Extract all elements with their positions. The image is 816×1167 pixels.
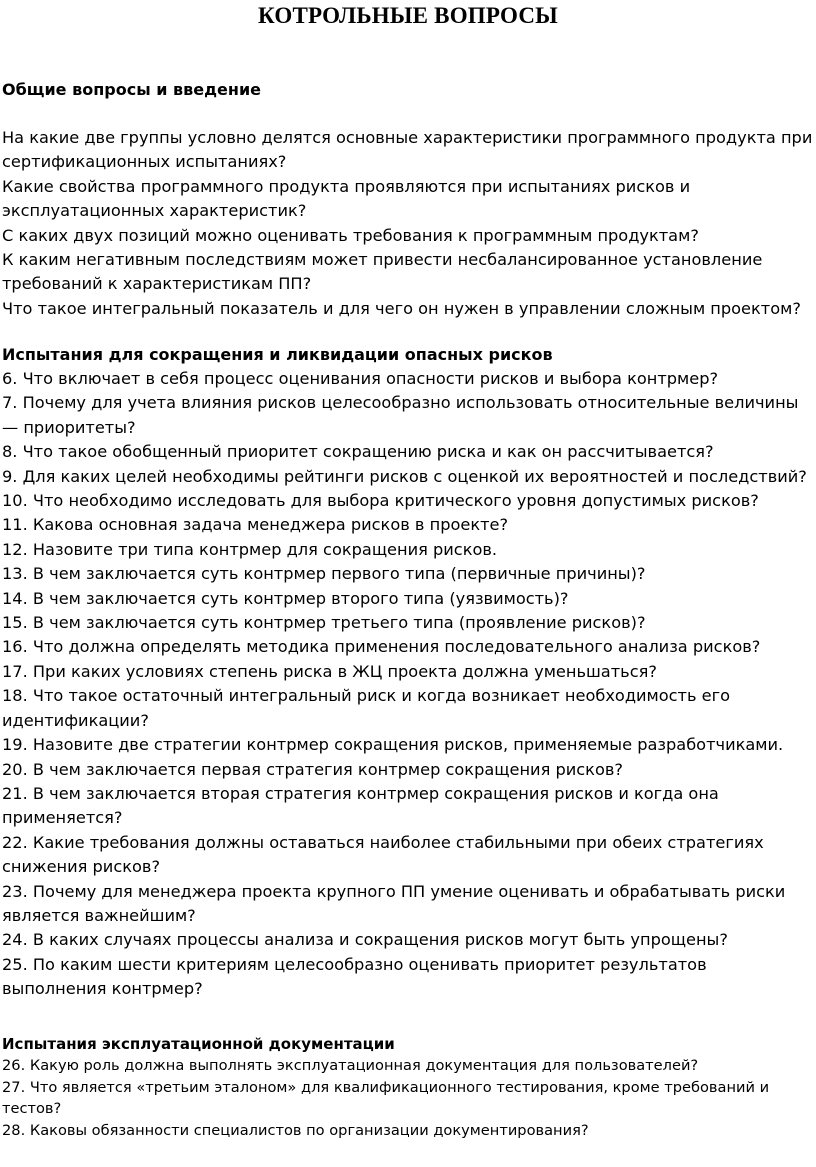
question-list xyxy=(2,126,814,321)
question-item: 11. Какова основная задача менеджера рисков в проекте? xyxy=(2,515,509,535)
question-item: 22. Какие требования должны оставаться наиболее стабильными при обеих стратегиях снижения рисков? xyxy=(2,832,764,877)
question-item: 17. При каких условиях степень риска в ЖЦ проекта должна уменьшаться? xyxy=(2,661,657,681)
question-item: 28. Каковы обязанности специалистов по организации документирования? xyxy=(2,1121,589,1139)
section-heading: Испытания эксплуатационной документации xyxy=(2,1035,395,1053)
question-list xyxy=(2,367,814,1002)
question-item: 8. Что такое обобщенный приоритет сокращению риска и как он рассчитывается? xyxy=(2,442,714,462)
page-title: КОТРОЛЬНЫЕ ВОПРОСЫ xyxy=(258,3,558,28)
section-risk-tests xyxy=(2,343,814,1002)
question-item: 19. Назовите две стратегии контрмер сокращения рисков, применяемые разработчиками. xyxy=(2,735,784,755)
question-item: 20. В чем заключается первая стратегия контрмер сокращения рисков? xyxy=(2,759,623,779)
question-item: 10. Что необходимо исследовать для выбора критического уровня допустимых рисков? xyxy=(2,491,759,511)
question-item: 7. Почему для учета влияния рисков целесообразно использовать относительные величины — приоритеты? xyxy=(2,393,799,437)
question-item: 27. Что является «третьим эталоном» для квалификационного тестирования, кроме требований и тестов? xyxy=(2,1078,770,1118)
question-item: 16. Что должна определять методика применения последовательного анализа рисков? xyxy=(2,637,761,657)
question-item: Какие свойства программного продукта проявляются при испытаниях рисков и эксплуатационных характеристик? xyxy=(2,176,691,221)
section-heading: Общие вопросы и введение xyxy=(2,80,262,99)
question-item: 13. В чем заключается суть контрмер первого типа (первичные причины)? xyxy=(2,564,646,584)
question-item: 24. В каких случаях процессы анализа и сокращения рисков могут быть упрощены? xyxy=(2,930,728,950)
section-documentation-tests xyxy=(2,1033,814,1141)
question-item: Что такое интегральный показатель и для чего он нужен в управлении сложным проектом? xyxy=(2,298,801,318)
question-item: 12. Назовите три типа контрмер для сокращения рисков. xyxy=(2,539,498,559)
question-item: 6. Что включает в себя процесс оценивания опасности рисков и выбора контрмер? xyxy=(2,369,719,388)
section-general xyxy=(2,78,814,321)
question-item: 18. Что такое остаточный интегральный риск и когда возникает необходимость его идентификации? xyxy=(2,686,731,730)
question-item: 14. В чем заключается суть контрмер второго типа (уязвимость)? xyxy=(2,588,569,608)
question-item: 23. Почему для менеджера проекта крупного ПП умение оценивать и обрабатывать риски является важнейшим? xyxy=(2,881,786,925)
question-item: С каких двух позиций можно оценивать требования к программным продуктам? xyxy=(2,225,699,245)
question-item: На какие две группы условно делятся основные характеристики программного продукта при сертификационных испытаниях? xyxy=(2,128,813,172)
section-heading: Испытания для сокращения и ликвидации опасных рисков xyxy=(2,345,553,364)
question-item: 9. Для каких целей необходимы рейтинги рисков с оценкой их вероятностей и последствий? xyxy=(2,466,807,486)
question-item: 15. В чем заключается суть контрмер третьего типа (проявление рисков)? xyxy=(2,613,646,633)
question-item: 21. В чем заключается вторая стратегия контрмер сокращения рисков и когда она применяется? xyxy=(2,783,719,828)
question-list xyxy=(2,1055,814,1141)
question-item: К каким негативным последствиям может привести несбалансированное установление требований к характеристикам ПП? xyxy=(2,250,763,294)
question-item: 26. Какую роль должна выполнять эксплуатационная документация для пользователей? xyxy=(2,1057,699,1074)
question-item: 25. По каким шести критериям целесообразно оценивать приоритет результатов выполнения контрмер? xyxy=(2,954,707,999)
